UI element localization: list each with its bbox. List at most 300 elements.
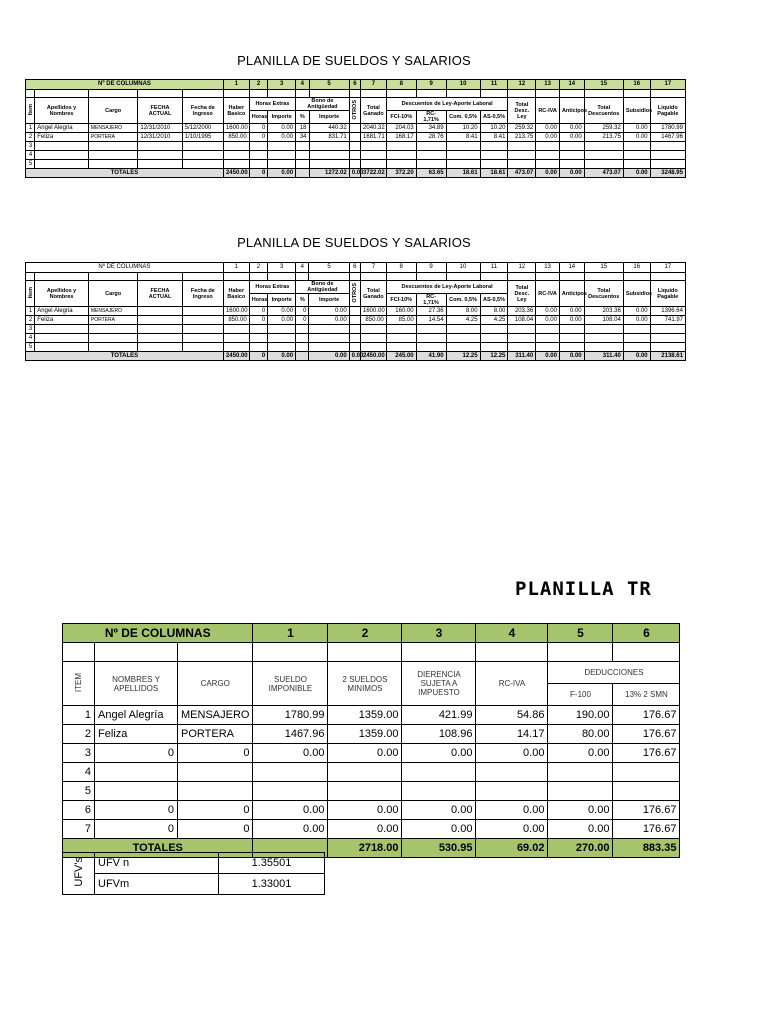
table-cell: 0.00 bbox=[623, 133, 650, 142]
table-cell bbox=[296, 160, 309, 169]
table-cell bbox=[536, 334, 560, 343]
col-count-label: Nº DE COLUMNAS bbox=[63, 624, 253, 643]
table-cell: Angel Alegria bbox=[35, 307, 89, 316]
header-pct: % bbox=[296, 111, 309, 124]
table-row bbox=[63, 725, 680, 744]
table-cell bbox=[35, 151, 89, 160]
table-cell: 176.67 bbox=[613, 725, 680, 744]
header-total-desc: Total Descuentos bbox=[584, 98, 623, 124]
table-cell bbox=[223, 334, 249, 343]
col-number: 12 bbox=[508, 263, 536, 273]
col-count-label: Nº DE COLUMNAS bbox=[26, 263, 224, 273]
header-sueldos-minimos: 2 SUELDOS MINIMOS bbox=[328, 662, 402, 706]
header-fecha-ingreso: Fecha de Ingreso bbox=[182, 281, 223, 307]
table-cell: 0.00 bbox=[253, 820, 328, 839]
table-cell: 0.00 bbox=[548, 801, 613, 820]
table-cell: 1 bbox=[63, 706, 95, 725]
table-cell bbox=[249, 142, 268, 151]
col-number: 1 bbox=[223, 80, 249, 90]
table-cell: 1780.99 bbox=[650, 124, 685, 133]
header-descuentos: Descuentos de Ley-Aporte Laboral bbox=[386, 98, 508, 111]
header-total-ganado: Total Ganado bbox=[361, 98, 387, 124]
col-number: 6 bbox=[349, 263, 360, 273]
table-cell bbox=[480, 160, 508, 169]
table-cell bbox=[88, 151, 137, 160]
header-fecha-actual: FECHA ACTUAL bbox=[138, 281, 182, 307]
total-cell bbox=[296, 169, 309, 178]
table-cell bbox=[508, 325, 536, 334]
table-cell: MENSAJERO bbox=[178, 706, 253, 725]
totals-row bbox=[26, 352, 686, 361]
total-cell: 12.25 bbox=[446, 352, 480, 361]
table-cell bbox=[508, 343, 536, 352]
table-cell bbox=[536, 160, 560, 169]
table-cell: 8.00 bbox=[480, 307, 508, 316]
col-number: 5 bbox=[548, 624, 613, 643]
table-cell bbox=[584, 343, 623, 352]
table-cell bbox=[88, 160, 137, 169]
col-number: 15 bbox=[584, 263, 623, 273]
table-cell bbox=[446, 343, 480, 352]
table-cell bbox=[480, 325, 508, 334]
col-number: 7 bbox=[361, 80, 387, 90]
table-cell bbox=[95, 763, 178, 782]
table-cell bbox=[476, 782, 548, 801]
header-bono: Bono de Antigüedad bbox=[296, 98, 350, 111]
col-number: 6 bbox=[349, 80, 360, 90]
table-cell: 34.89 bbox=[416, 124, 446, 133]
total-cell: 2450.00 bbox=[361, 352, 387, 361]
table-cell bbox=[386, 160, 416, 169]
col-number: 2 bbox=[328, 624, 402, 643]
header-pct: % bbox=[296, 294, 309, 307]
table-cell bbox=[138, 142, 182, 151]
table-cell bbox=[268, 160, 296, 169]
table-cell: 1 bbox=[26, 307, 35, 316]
col-number: 13 bbox=[536, 263, 560, 273]
total-cell: 0.00 bbox=[536, 352, 560, 361]
col-count-label: Nº DE COLUMNAS bbox=[26, 80, 224, 90]
table-cell bbox=[182, 151, 223, 160]
table-cell: 176.67 bbox=[613, 744, 680, 763]
header-importe: Importe bbox=[309, 294, 349, 307]
table-row bbox=[63, 744, 680, 763]
table-cell bbox=[361, 151, 387, 160]
table-cell: 0.00 bbox=[536, 307, 560, 316]
table-cell: 85.00 bbox=[386, 316, 416, 325]
table-cell bbox=[536, 343, 560, 352]
total-cell: 372.20 bbox=[386, 169, 416, 178]
total-cell: 311.40 bbox=[584, 352, 623, 361]
table-cell: 14.54 bbox=[416, 316, 446, 325]
table-cell bbox=[416, 151, 446, 160]
table-cell: 3 bbox=[26, 325, 35, 334]
table-row bbox=[26, 151, 686, 160]
table-cell bbox=[446, 325, 480, 334]
total-cell: 0.00 bbox=[349, 352, 360, 361]
table-cell bbox=[178, 782, 253, 801]
table-cell: 176.67 bbox=[613, 801, 680, 820]
table-cell: 0.00 bbox=[309, 316, 349, 325]
header-horas: Horas bbox=[249, 111, 268, 124]
table-cell bbox=[309, 343, 349, 352]
table-cell bbox=[253, 782, 328, 801]
col-number: 7 bbox=[361, 263, 387, 273]
header-total-desc-ley: Total Desc. Ley bbox=[508, 281, 536, 307]
table-cell bbox=[559, 151, 584, 160]
table-cell bbox=[35, 334, 89, 343]
table-cell: 108.96 bbox=[402, 725, 476, 744]
table-cell bbox=[138, 316, 182, 325]
table-cell: 0.00 bbox=[268, 316, 296, 325]
total-cell: 18.61 bbox=[446, 169, 480, 178]
header-haber: Haber Basico bbox=[223, 98, 249, 124]
total-cell: 0.00 bbox=[536, 169, 560, 178]
table-cell bbox=[402, 763, 476, 782]
table-cell: 203.36 bbox=[508, 307, 536, 316]
table-cell: 18 bbox=[296, 124, 309, 133]
ufv-m-value: 1.33001 bbox=[219, 874, 325, 895]
table-cell: 176.67 bbox=[613, 706, 680, 725]
table-cell bbox=[349, 151, 360, 160]
table-cell bbox=[249, 334, 268, 343]
total-cell: 2450.00 bbox=[223, 352, 249, 361]
table-cell: 0.00 bbox=[476, 820, 548, 839]
table-cell bbox=[559, 334, 584, 343]
salary-table-1 bbox=[25, 79, 686, 178]
table-cell bbox=[35, 325, 89, 334]
table-cell: PORTERA bbox=[88, 316, 137, 325]
table-cell bbox=[138, 151, 182, 160]
header-nombres: Apellidos y Nombres bbox=[35, 281, 89, 307]
table-cell bbox=[584, 142, 623, 151]
table-row bbox=[26, 343, 686, 352]
total-cell: 473.07 bbox=[508, 169, 536, 178]
table-cell: 1467.96 bbox=[650, 133, 685, 142]
table-cell: 0 bbox=[249, 307, 268, 316]
table-cell bbox=[349, 334, 360, 343]
table-row bbox=[26, 142, 686, 151]
header-cargo: Cargo bbox=[88, 281, 137, 307]
table-cell bbox=[416, 142, 446, 151]
table-cell bbox=[296, 334, 309, 343]
total-cell: 0.00 bbox=[349, 169, 360, 178]
table-cell bbox=[309, 160, 349, 169]
table-cell bbox=[361, 343, 387, 352]
table-row bbox=[26, 334, 686, 343]
table-cell: Feliza bbox=[95, 725, 178, 744]
ufv-n-value: 1.35501 bbox=[219, 853, 325, 874]
table-cell bbox=[508, 142, 536, 151]
col-number: 11 bbox=[480, 263, 508, 273]
table-cell bbox=[446, 142, 480, 151]
table-cell bbox=[446, 160, 480, 169]
table-cell: Angel Alegria bbox=[35, 124, 89, 133]
table-cell bbox=[446, 151, 480, 160]
table-cell: 1467.96 bbox=[253, 725, 328, 744]
table-cell: 0.00 bbox=[559, 124, 584, 133]
total-cell: 2138.61 bbox=[650, 352, 685, 361]
table-cell: 0.00 bbox=[268, 307, 296, 316]
table-cell: 1359.00 bbox=[328, 706, 402, 725]
header-as: AS-0,5% bbox=[480, 111, 508, 124]
table-cell bbox=[309, 325, 349, 334]
table-cell bbox=[480, 343, 508, 352]
table-cell: 108.04 bbox=[584, 316, 623, 325]
table-cell bbox=[416, 160, 446, 169]
col-number: 2 bbox=[249, 263, 268, 273]
table-cell: 0 bbox=[95, 801, 178, 820]
table-cell bbox=[349, 307, 360, 316]
total-cell: 245.00 bbox=[386, 352, 416, 361]
table-cell: 0 bbox=[249, 124, 268, 133]
col-number: 1 bbox=[253, 624, 328, 643]
header-importe: Importe bbox=[309, 111, 349, 124]
header-anticipos: Anticipos bbox=[559, 281, 584, 307]
total-cell: 0.00 bbox=[268, 352, 296, 361]
total-cell: 41.90 bbox=[416, 352, 446, 361]
header-rciva: RC-IVA bbox=[536, 281, 560, 307]
table-cell bbox=[623, 151, 650, 160]
header-com: Com. 0,5% bbox=[446, 294, 480, 307]
table-cell: 0 bbox=[249, 316, 268, 325]
table-cell bbox=[361, 160, 387, 169]
table-cell bbox=[508, 160, 536, 169]
table-cell bbox=[623, 325, 650, 334]
table-row bbox=[63, 801, 680, 820]
table-cell: 0 bbox=[95, 744, 178, 763]
table-cell: 0.00 bbox=[268, 124, 296, 133]
table-cell bbox=[182, 334, 223, 343]
header-f100: F-100 bbox=[548, 684, 613, 706]
table-cell bbox=[650, 325, 685, 334]
table-cell: 1359.00 bbox=[328, 725, 402, 744]
table-cell bbox=[249, 151, 268, 160]
table-cell bbox=[559, 142, 584, 151]
table-cell bbox=[536, 325, 560, 334]
table-cell bbox=[182, 307, 223, 316]
header-haber: Haber Basico bbox=[223, 281, 249, 307]
col-number: 4 bbox=[476, 624, 548, 643]
table-cell: 0 bbox=[178, 801, 253, 820]
table-cell bbox=[480, 334, 508, 343]
table-cell: 4 bbox=[63, 763, 95, 782]
col-number: 8 bbox=[386, 263, 416, 273]
table-cell bbox=[138, 160, 182, 169]
table-cell bbox=[296, 325, 309, 334]
table-cell: 2040.32 bbox=[361, 124, 387, 133]
table-cell bbox=[536, 151, 560, 160]
table-cell: 0 bbox=[296, 316, 309, 325]
header-rc: RC-1,71% bbox=[416, 111, 446, 124]
header-fci: FCI-10% bbox=[386, 111, 416, 124]
table-cell bbox=[182, 316, 223, 325]
table-cell: 12/31/2010 bbox=[138, 133, 182, 142]
header-liquido: Liquido Pagable bbox=[650, 281, 685, 307]
table-cell bbox=[253, 763, 328, 782]
col-number: 13 bbox=[536, 80, 560, 90]
header-nombres: Apellidos y Nombres bbox=[35, 98, 89, 124]
table-cell: 108.04 bbox=[508, 316, 536, 325]
table-cell: 0.00 bbox=[309, 307, 349, 316]
table-cell bbox=[446, 334, 480, 343]
header-fci: FCI-10% bbox=[386, 294, 416, 307]
table-cell: 1681.71 bbox=[361, 133, 387, 142]
table-cell bbox=[223, 160, 249, 169]
table-cell: Feliza bbox=[35, 316, 89, 325]
total-cell: 0.00 bbox=[309, 352, 349, 361]
header-nombres: NOMBRES Y APELLIDOS bbox=[95, 662, 178, 706]
ufv-table bbox=[62, 852, 325, 895]
col-number: 1 bbox=[223, 263, 249, 273]
table-cell bbox=[309, 334, 349, 343]
total-cell: 0.00 bbox=[623, 352, 650, 361]
col-number: 4 bbox=[296, 80, 309, 90]
table-cell: 0.00 bbox=[268, 133, 296, 142]
table-cell bbox=[296, 142, 309, 151]
total-cell: 0.00 bbox=[623, 169, 650, 178]
total-cell: 2450.00 bbox=[223, 169, 249, 178]
total-13-smn: 883.35 bbox=[613, 839, 680, 858]
table-cell: 213.75 bbox=[508, 133, 536, 142]
table-cell: 0.00 bbox=[253, 744, 328, 763]
total-cell: 12.25 bbox=[480, 352, 508, 361]
header-otros: OTROS bbox=[349, 98, 360, 124]
table-row bbox=[26, 307, 686, 316]
header-fecha-actual: FECHA ACTUAL bbox=[138, 98, 182, 124]
table-cell bbox=[349, 142, 360, 151]
col-number: 17 bbox=[650, 80, 685, 90]
table-cell bbox=[559, 160, 584, 169]
total-diferencia: 530.95 bbox=[402, 839, 476, 858]
totals-label: TOTALES bbox=[63, 839, 253, 858]
total-cell: 0.00 bbox=[559, 352, 584, 361]
table-cell bbox=[613, 763, 680, 782]
table-cell bbox=[88, 325, 137, 334]
table-cell bbox=[223, 343, 249, 352]
table-cell bbox=[386, 151, 416, 160]
table-cell bbox=[650, 160, 685, 169]
table-cell: 0.00 bbox=[253, 801, 328, 820]
table-cell bbox=[35, 160, 89, 169]
table-cell: 0.00 bbox=[536, 124, 560, 133]
col-number: 12 bbox=[508, 80, 536, 90]
table-cell: 0 bbox=[296, 307, 309, 316]
table-cell: 0.00 bbox=[402, 820, 476, 839]
table-row bbox=[26, 325, 686, 334]
total-cell: 1272.02 bbox=[309, 169, 349, 178]
col-number: 15 bbox=[584, 80, 623, 90]
table-cell bbox=[349, 124, 360, 133]
ufv-n-label: UFV n bbox=[95, 853, 219, 874]
table-cell bbox=[268, 142, 296, 151]
table-cell: 850.00 bbox=[223, 316, 249, 325]
table-cell bbox=[138, 307, 182, 316]
total-cell: 3722.02 bbox=[361, 169, 387, 178]
table-cell bbox=[349, 160, 360, 169]
section3-title: PLANILLA TR bbox=[515, 578, 652, 600]
table-cell: 259.32 bbox=[508, 124, 536, 133]
table-cell bbox=[268, 343, 296, 352]
table-cell: Angel Alegría bbox=[95, 706, 178, 725]
table-cell: 7 bbox=[63, 820, 95, 839]
table-cell bbox=[508, 334, 536, 343]
total-cell: 0.00 bbox=[559, 169, 584, 178]
table-cell: 1600.00 bbox=[361, 307, 387, 316]
table-cell bbox=[35, 343, 89, 352]
table-cell bbox=[88, 334, 137, 343]
header-fecha-ingreso: Fecha de Ingreso bbox=[182, 98, 223, 124]
ufv-m-label: UFVm bbox=[95, 874, 219, 895]
table-cell: 0 bbox=[178, 820, 253, 839]
header-otros: OTROS bbox=[349, 281, 360, 307]
col-number: 5 bbox=[309, 263, 349, 273]
table-cell bbox=[182, 160, 223, 169]
table-cell: 259.32 bbox=[584, 124, 623, 133]
table-cell bbox=[361, 325, 387, 334]
table-cell: 160.00 bbox=[386, 307, 416, 316]
table-cell bbox=[584, 151, 623, 160]
header-liquido: Liquido Pagable bbox=[650, 98, 685, 124]
table-cell bbox=[623, 343, 650, 352]
table-cell: 10.20 bbox=[446, 124, 480, 133]
total-f100: 270.00 bbox=[548, 839, 613, 858]
header-horas-extras: Horas Extras bbox=[249, 281, 295, 294]
header-item: ITEM bbox=[63, 662, 95, 706]
col-number: 3 bbox=[402, 624, 476, 643]
table-cell: 850.00 bbox=[223, 133, 249, 142]
total-cell: 473.07 bbox=[584, 169, 623, 178]
header-item: Item bbox=[26, 281, 35, 307]
table-cell bbox=[476, 763, 548, 782]
table-cell: 27.36 bbox=[416, 307, 446, 316]
table-cell: 0.00 bbox=[402, 744, 476, 763]
table-row bbox=[63, 782, 680, 801]
table-cell: 1/10/1995 bbox=[182, 133, 223, 142]
header-horas: Horas bbox=[249, 294, 268, 307]
table-cell: 5/12/2000 bbox=[182, 124, 223, 133]
col-number: 16 bbox=[623, 80, 650, 90]
header-diferencia: DIERENCIA SUJETA A IMPUESTO bbox=[402, 662, 476, 706]
table-cell bbox=[650, 334, 685, 343]
table-cell bbox=[249, 325, 268, 334]
table-cell: 0.00 bbox=[623, 307, 650, 316]
total-cell: 311.40 bbox=[508, 352, 536, 361]
table-row bbox=[63, 706, 680, 725]
table-cell: PORTERA bbox=[88, 133, 137, 142]
table-row bbox=[26, 124, 686, 133]
header-bono: Bono de Antigüedad bbox=[296, 281, 350, 294]
table-cell bbox=[559, 325, 584, 334]
table-cell bbox=[386, 142, 416, 151]
header-deducciones: DEDUCCIONES bbox=[548, 662, 680, 684]
table-cell: 4 bbox=[26, 334, 35, 343]
col-number: 11 bbox=[480, 80, 508, 90]
table-cell: 741.97 bbox=[650, 316, 685, 325]
col-number: 2 bbox=[249, 80, 268, 90]
table-cell: 8.41 bbox=[480, 133, 508, 142]
salary-table-2 bbox=[25, 262, 686, 361]
header-cargo: Cargo bbox=[88, 98, 137, 124]
table-cell: 2 bbox=[63, 725, 95, 744]
table-cell bbox=[249, 343, 268, 352]
header-rciva: RC-IVA bbox=[476, 662, 548, 706]
table-cell: 421.99 bbox=[402, 706, 476, 725]
table-cell bbox=[623, 142, 650, 151]
table-cell: 1780.99 bbox=[253, 706, 328, 725]
table-cell bbox=[584, 334, 623, 343]
table-cell: 5 bbox=[26, 343, 35, 352]
